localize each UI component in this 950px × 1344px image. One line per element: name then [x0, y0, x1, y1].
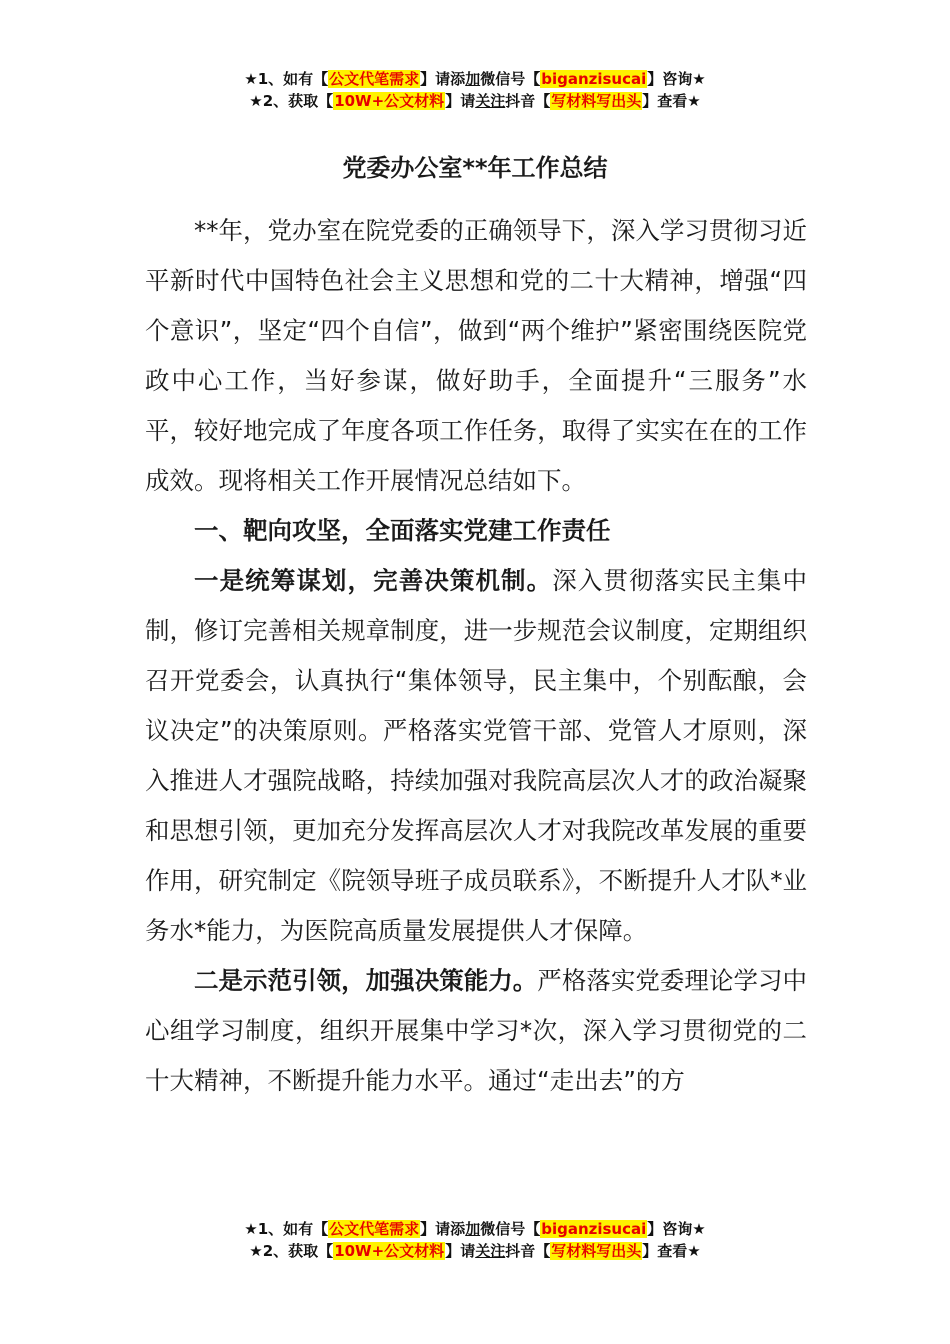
footer-banner: [0, 1218, 950, 1262]
footer-line-2-suffix: 】查看★: [642, 1242, 701, 1260]
footer-line-2-mid: 】请: [445, 1242, 476, 1260]
footer-highlight-wechat-id: biganzisucai: [541, 1220, 647, 1238]
banner-line-2-douyin-label: 抖音【: [505, 92, 551, 110]
footer-highlight-douyin-name: 写材料写出头: [551, 1242, 642, 1260]
header-banner: [0, 68, 950, 112]
footer-banner-line-1: [0, 1218, 950, 1240]
item-2-paragraph: [145, 956, 807, 1106]
banner-line-2-mid: 】请: [445, 92, 476, 110]
footer-line-1-wechat-label: 微信号【: [480, 1220, 541, 1238]
footer-line-2-douyin-label: 抖音【: [505, 1242, 551, 1260]
banner-highlight-wechat-id: biganzisucai: [541, 70, 647, 88]
banner-line-1-mid: 】请添: [420, 70, 466, 88]
footer-banner-line-2: [0, 1240, 950, 1262]
banner-line-2-suffix: 】查看★: [642, 92, 701, 110]
item-1-lead: 一是统筹谋划，完善决策机制。: [194, 566, 553, 595]
footer-line-1-suffix: 】咨询★: [647, 1220, 706, 1238]
item-1-paragraph: [145, 556, 807, 956]
banner-line-1-wechat-label: 微信号【: [480, 70, 541, 88]
section-1-heading: 一、靶向攻坚，全面落实党建工作责任: [194, 516, 611, 545]
footer-highlight-materials: 10W+公文材料: [334, 1242, 445, 1260]
item-2-lead: 二是示范引领，加强决策能力。: [194, 966, 538, 995]
footer-line-1-mid: 】请添: [420, 1220, 466, 1238]
item-2-text: 严格落实党委理论学习中心组学习制度，组织开展集中学习*次，深入学习贯彻党的二十大精神，不断提升能力水平。通过“走出去”的方: [145, 966, 808, 1095]
banner-highlight-ghostwriting: 公文代笔需求: [329, 70, 420, 88]
banner-line-1-prefix: ★1、如有【: [244, 70, 329, 88]
banner-line-2-underlined: 关注: [475, 92, 506, 110]
banner-line-1-suffix: 】咨询★: [647, 70, 706, 88]
banner-line-2-prefix: ★2、获取【: [249, 92, 334, 110]
intro-paragraph: **年，党办室在院党委的正确领导下，深入学习贯彻习近平新时代中国特色社会主义思想和党的二十大精神，增强“四个意识”，坚定“四个自信”，做到“两个维护”紧密围绕医院党政中心工作，当好参谋，做好助手，全面提升“三服务”水平，较好地完成了年度各项工作任务，取得了实实在在的工作成效。现将相关工作开展情况总结如下。: [145, 216, 807, 495]
banner-line-1-underlined: 加: [465, 70, 481, 88]
footer-line-2-underlined: 关注: [475, 1242, 506, 1260]
banner-highlight-materials: 10W+公文材料: [334, 92, 445, 110]
banner-highlight-douyin-name: 写材料写出头: [551, 92, 642, 110]
footer-highlight-ghostwriting: 公文代笔需求: [329, 1220, 420, 1238]
banner-line-1: [0, 68, 950, 90]
banner-line-2: [0, 90, 950, 112]
footer-line-1-prefix: ★1、如有【: [244, 1220, 329, 1238]
footer-line-1-underlined: 加: [465, 1220, 481, 1238]
footer-line-2-prefix: ★2、获取【: [249, 1242, 334, 1260]
document-body: [145, 206, 807, 1106]
item-1-text: 深入贯彻落实民主集中制，修订完善相关规章制度，进一步规范会议制度，定期组织召开党委会，认真执行“集体领导，民主集中，个别酝酿，会议决定”的决策原则。严格落实党管干部、党管人才原则，深入推进人才强院战略，持续加强对我院高层次人才的政治凝聚和思想引领，更加充分发挥高层次人才对我院改革发展的重要作用，研究制定《院领导班子成员联系》，不断提升人才队*业务水*能力，为医院高质量发展提供人才保障。: [145, 566, 808, 945]
document-title: 党委办公室**年工作总结: [342, 154, 608, 182]
